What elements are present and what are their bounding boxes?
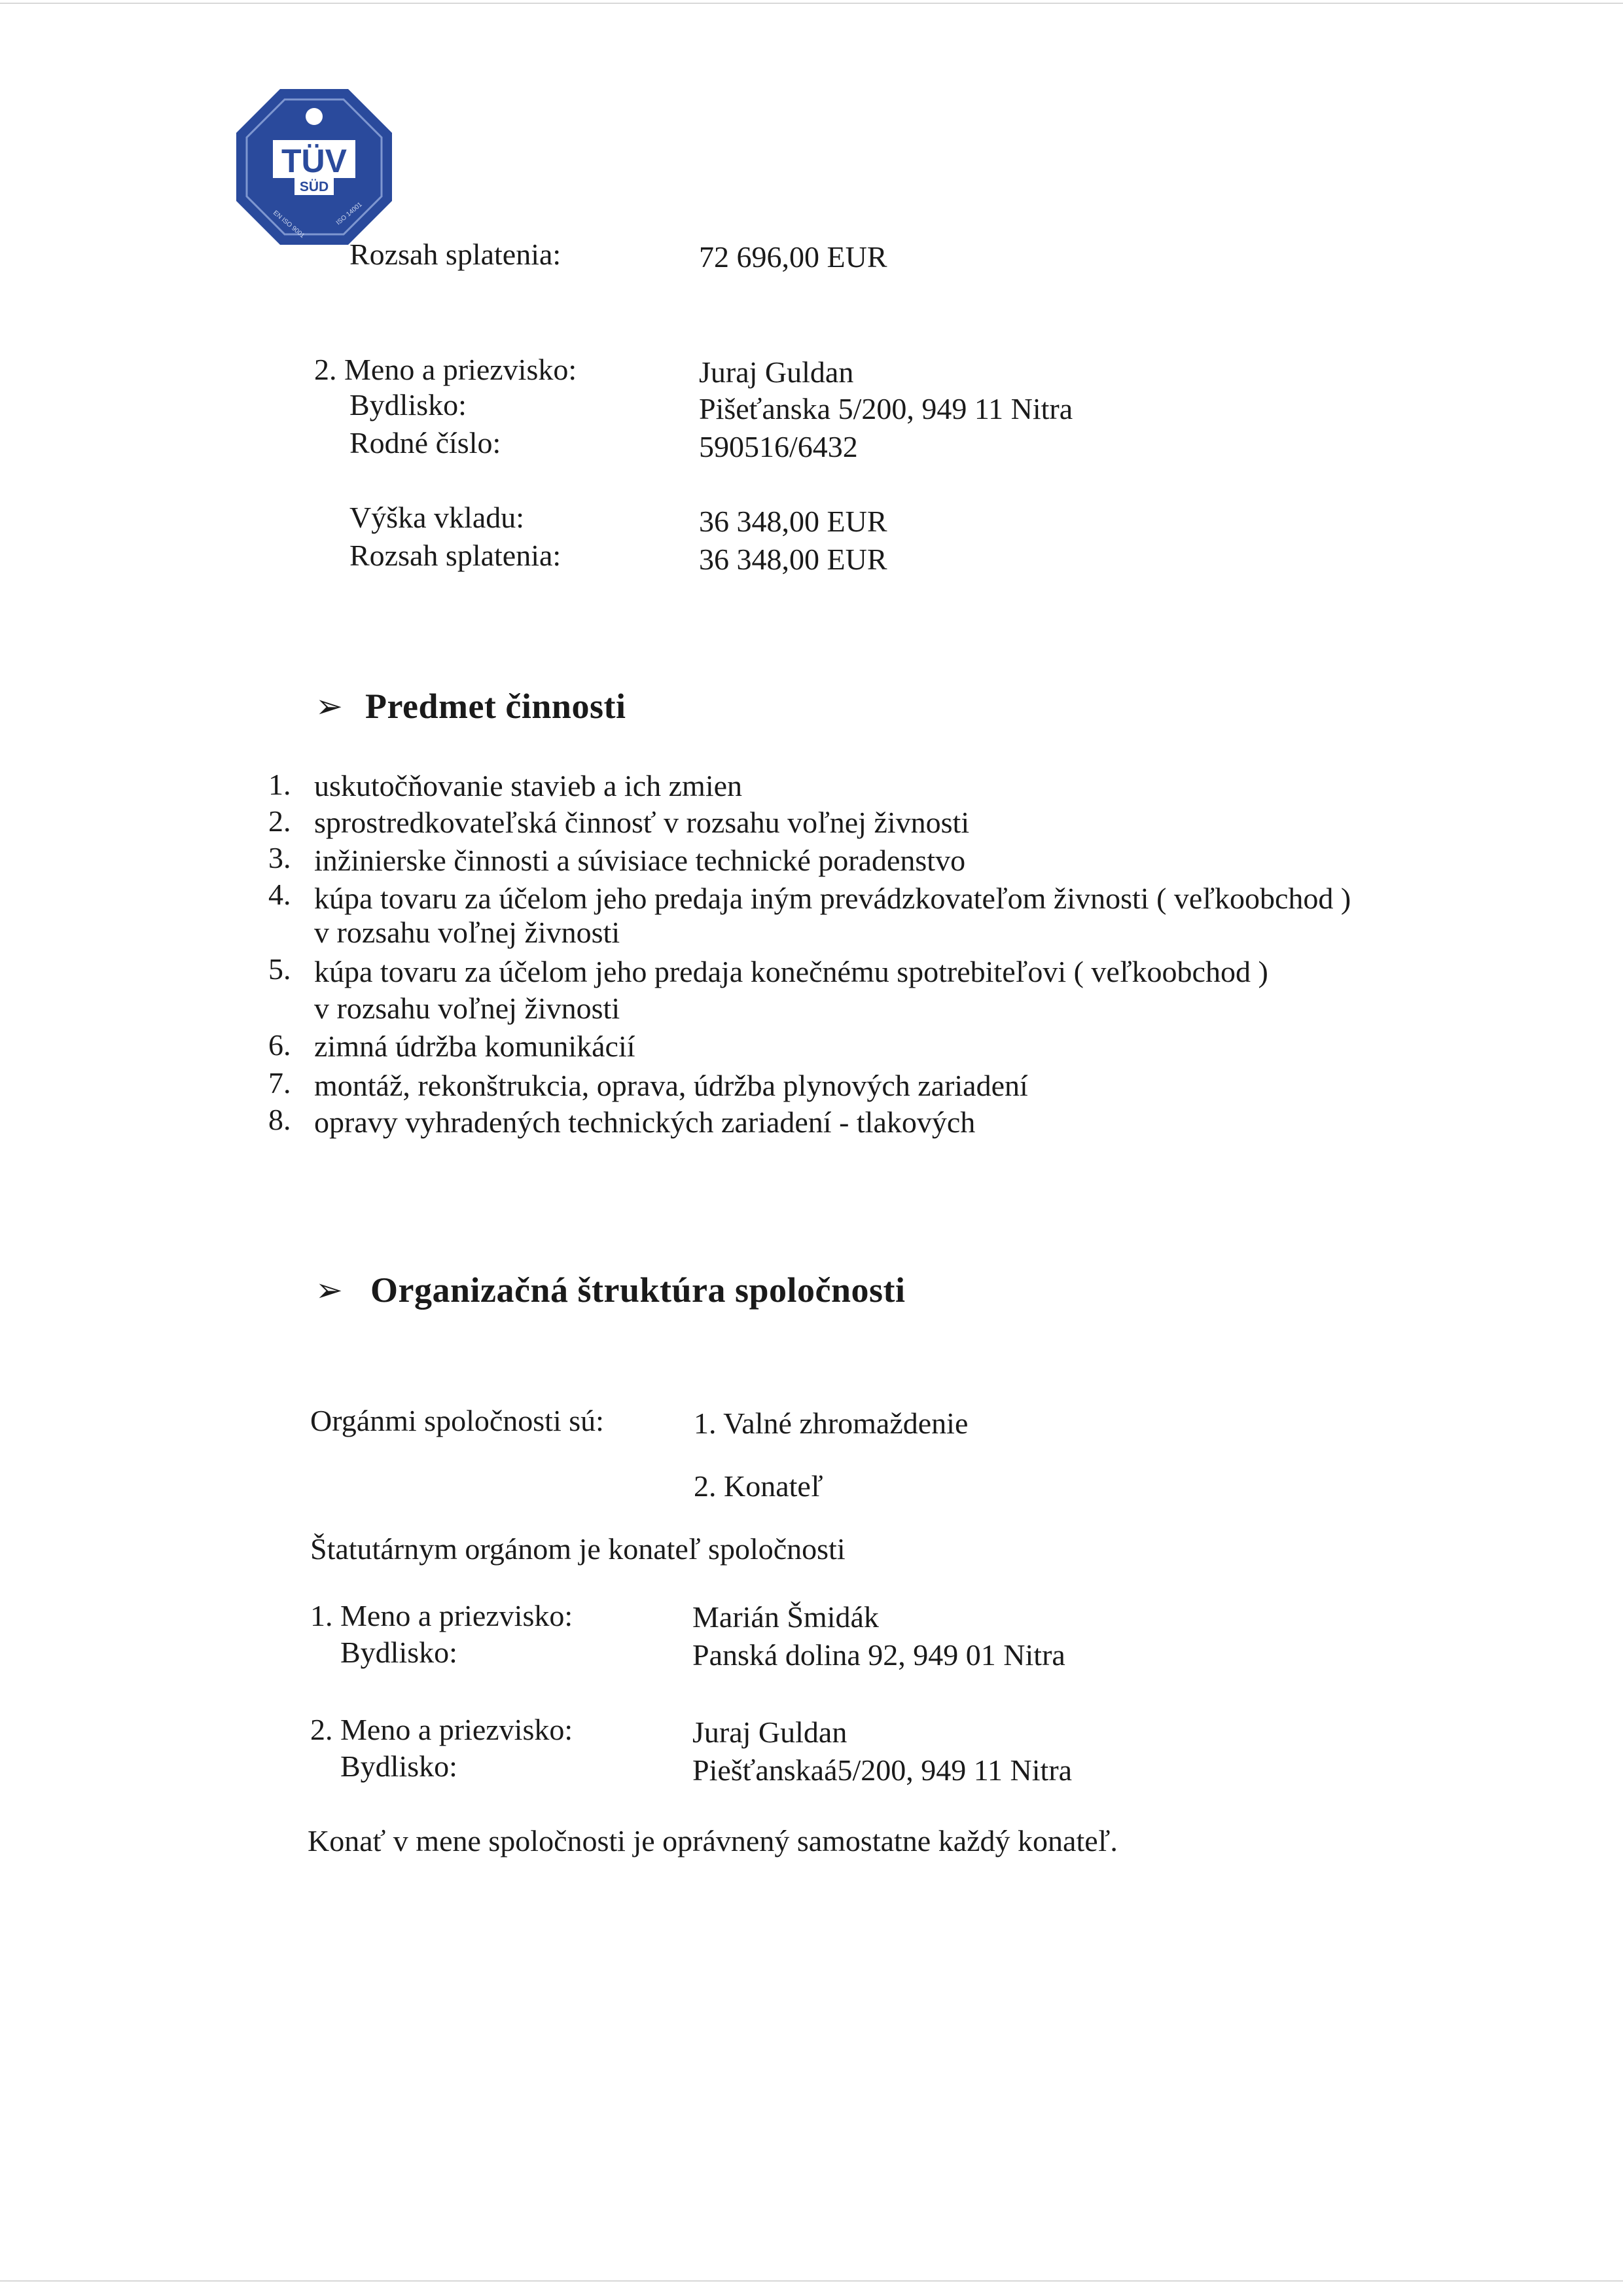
logo-ring-text-left: EN ISO 9001 <box>272 209 306 240</box>
activity-number: 2. <box>268 804 291 838</box>
activity-number: 8. <box>268 1103 291 1136</box>
director1-name-value: Marián Šmidák <box>692 1600 879 1634</box>
partner2-scope-value: 36 348,00 EUR <box>699 543 887 576</box>
activity-number: 4. <box>268 878 291 911</box>
activity-text: zimná údržba komunikácií <box>314 1030 635 1063</box>
logo-q-mark <box>306 108 323 125</box>
director2-address-value: Piešťanskaá5/200, 949 11 Nitra <box>692 1753 1073 1787</box>
scan-top-edge <box>0 3 1623 4</box>
activity-number: 6. <box>268 1028 291 1062</box>
partner2-deposit-label: Výška vkladu: <box>349 501 525 534</box>
director2-address-label: Bydlisko: <box>340 1749 457 1783</box>
activity-text-continuation: v rozsahu voľnej živnosti <box>314 916 620 949</box>
partner2-name-value: Juraj Guldan <box>699 355 854 389</box>
bullet-arrow-icon: ➢ <box>315 1272 343 1308</box>
activity-text: kúpa tovaru za účelom jeho predaja konečnému spotrebiteľovi ( veľkoobchod ) <box>314 955 1268 988</box>
organization-heading: Organizačná štruktúra spoločnosti <box>370 1270 906 1310</box>
partner1-scope-label: Rozsah splatenia: <box>349 238 562 271</box>
partner1-scope-value: 72 696,00 EUR <box>699 240 887 274</box>
bodies-label: Orgánmi spoločnosti sú: <box>310 1404 604 1437</box>
body-item: 2. Konateľ <box>694 1469 823 1503</box>
director2-name-label: 2. Meno a priezvisko: <box>310 1713 573 1746</box>
partner2-name-label: 2. Meno a priezvisko: <box>314 353 577 386</box>
partner2-id-value: 590516/6432 <box>699 430 858 463</box>
director1-address-label: Bydlisko: <box>340 1636 457 1669</box>
logo-brand-text: TÜV <box>281 143 347 179</box>
director1-address-value: Panská dolina 92, 949 01 Nitra <box>692 1638 1065 1672</box>
activity-text: sprostredkovateľská činnosť v rozsahu voľnej živnosti <box>314 806 970 839</box>
partner2-address-value: Pišeťanska 5/200, 949 11 Nitra <box>699 392 1073 425</box>
body-item: 1. Valné zhromaždenie <box>694 1407 969 1440</box>
partner2-address-label: Bydlisko: <box>349 388 467 422</box>
activity-text: uskutočňovanie stavieb a ich zmien <box>314 769 743 802</box>
logo-sub-text: SÜD <box>299 179 329 194</box>
scan-bottom-edge <box>0 2280 1623 2282</box>
activity-number: 5. <box>268 952 291 986</box>
activity-text-continuation: v rozsahu voľnej živnosti <box>314 992 620 1025</box>
activity-number: 1. <box>268 768 291 801</box>
director1-name-label: 1. Meno a priezvisko: <box>310 1599 573 1632</box>
activities-heading: Predmet činnosti <box>365 687 626 726</box>
closing-statement: Konať v mene spoločnosti je oprávnený samostatne každý konateľ. <box>308 1824 1118 1857</box>
activity-number: 7. <box>268 1066 291 1100</box>
statutory-text: Štatutárnym orgánom je konateľ spoločnosti <box>310 1532 846 1566</box>
activity-text: montáž, rekonštrukcia, oprava, údržba plynových zariadení <box>314 1069 1028 1102</box>
director2-name-value: Juraj Guldan <box>692 1715 847 1749</box>
partner2-scope-label: Rozsah splatenia: <box>349 539 562 572</box>
logo-ring-text-right: ISO 14001 <box>334 201 364 227</box>
partner2-deposit-value: 36 348,00 EUR <box>699 505 887 538</box>
activity-text: kúpa tovaru za účelom jeho predaja iným prevádzkovateľom živnosti ( veľkoobchod ) <box>314 882 1351 915</box>
tuv-sud-logo <box>232 85 396 249</box>
bullet-arrow-icon: ➢ <box>315 688 343 725</box>
activity-number: 3. <box>268 841 291 874</box>
activity-text: opravy vyhradených technických zariadení - tlakových <box>314 1105 976 1139</box>
partner2-id-label: Rodné číslo: <box>349 426 501 459</box>
activity-text: inžinierske činnosti a súvisiace technické poradenstvo <box>314 844 966 877</box>
